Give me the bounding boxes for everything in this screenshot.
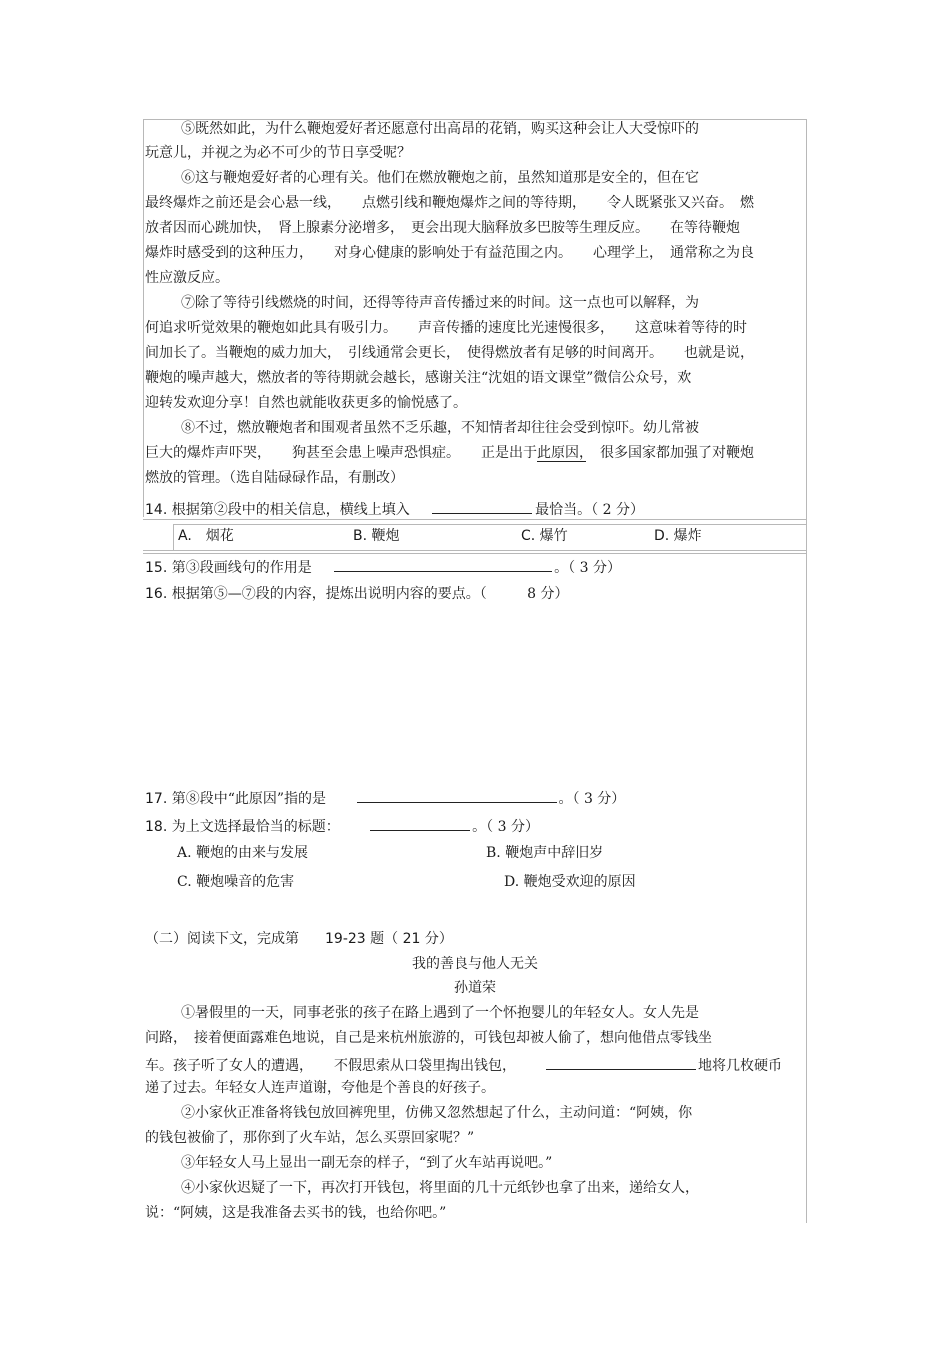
para-8-line-3: 燃放的管理。（选自陆碌碌作品，有删改） xyxy=(145,470,404,486)
section-2-intro-a: （二）阅读下文，完成第 xyxy=(145,931,299,947)
para-5-line-2: 玩意儿，并视之为必不可少的节日享受呢？ xyxy=(145,145,411,161)
q18-option-b[interactable]: B. 鞭炮声中辞旧岁 xyxy=(486,845,604,861)
question-number: 17. xyxy=(145,791,168,807)
question-tail: 最恰当。（ 2 分） xyxy=(535,502,644,518)
question-number: 18. xyxy=(145,819,168,835)
s2-para-4-line-1: ④小家伙迟疑了一下，再次打开钱包，将里面的几十元纸钞也拿了出来，递给女人， xyxy=(181,1180,699,1196)
para-7-line-5: 迎转发欢迎分享！自然也就能收获更多的愉悦感了。 xyxy=(145,395,467,411)
para-7-line-4: 鞭炮的噪声越大，燃放者的等待期就会越长，感谢关注“沈姐的语文课堂”微信公众号，欢 xyxy=(145,370,692,386)
answer-blank-14[interactable] xyxy=(432,497,532,514)
para-7-line-3: 间加长了。当鞭炮的威力加大， 引线通常会更长， 使得燃放者有足够的时间离开。 也就是说， xyxy=(145,345,754,361)
q14-option-a[interactable]: A. 烟花 xyxy=(178,528,234,544)
s2-para-1-line-2: 问路， 接着便面露难色地说，自己是来杭州旅游的，可钱包却被人偷了，想向他借点零钱坐 xyxy=(145,1030,712,1046)
section-2-intro-b: 19-23 题（ 21 分） xyxy=(325,931,453,947)
answer-blank-15[interactable] xyxy=(334,555,552,572)
s2-para-2-line-1: ②小家伙正准备将钱包放回裤兜里，仿佛又忽然想起了什么，主动问道：“阿姨，你 xyxy=(181,1105,693,1121)
para-8-text-a: 巨大的爆炸声吓哭， 狗甚至会患上噪声恐惧症。 正是出于 xyxy=(145,445,537,461)
question-tail: 8 分） xyxy=(527,586,569,602)
answer-blank-18[interactable] xyxy=(370,814,470,831)
question-tail: 。（ 3 分） xyxy=(472,819,539,835)
para-6-line-2: 最终爆炸之前还是会心悬一线， 点燃引线和鞭炮爆炸之间的等待期， 令人既紧张又兴奋。 燃 xyxy=(145,195,754,211)
question-number: 15. xyxy=(145,560,168,576)
question-text: 根据第⑤—⑦段的内容，提炼出说明内容的要点。（ xyxy=(171,586,487,602)
q18-option-d[interactable]: D. 鞭炮受欢迎的原因 xyxy=(504,874,636,890)
question-16 xyxy=(145,584,569,604)
para-6-line-3: 放者因而心跳加快， 肾上腺素分泌增多， 更会出现大脑释放多巴胺等生理反应。 在等待鞭炮 xyxy=(145,220,740,236)
para-7-line-2: 何追求听觉效果的鞭炮如此具有吸引力。 声音传播的速度比光速慢很多， 这意味着等待的时 xyxy=(145,320,747,336)
s2-para-1-line-4: 递了过去。年轻女人连声道谢，夸他是个善良的好孩子。 xyxy=(145,1080,495,1096)
s2-para-2-line-2: 的钱包被偷了，那你到了火车站，怎么买票回家呢？” xyxy=(145,1130,475,1146)
frame-options-left xyxy=(173,524,174,550)
frame-options-top xyxy=(173,524,807,525)
q14-option-d[interactable]: D. 爆炸 xyxy=(654,528,702,544)
article-author: 孙道荣 xyxy=(454,980,496,996)
question-text: 第③段画线句的作用是 xyxy=(171,560,312,576)
para-6-line-4: 爆炸时感受到的这种压力， 对身心健康的影响处于有益范围之内。 心理学上， 通常称之为良 xyxy=(145,245,754,261)
para-6-line-1: ⑥这与鞭炮爱好者的心理有关。他们在燃放鞭炮之前，虽然知道那是安全的，但在它 xyxy=(181,170,699,186)
para-7-line-1: ⑦除了等待引线燃烧的时间，还得等待声音传播过来的时间。这一点也可以解释，为 xyxy=(181,295,699,311)
s2-para-1-text-b: 地将几枚硬币 xyxy=(698,1058,782,1074)
para-8-text-b: 很多国家都加强了对鞭炮 xyxy=(586,445,754,461)
s2-para-3: ③年轻女人马上显出一副无奈的样子，“到了火车站再说吧。” xyxy=(181,1155,553,1171)
frame-left-top xyxy=(143,119,144,517)
s2-para-1-line-1: ①暑假里的一天，同事老张的孩子在路上遇到了一个怀抱婴儿的年轻女人。女人先是 xyxy=(181,1005,699,1021)
answer-blank-s2[interactable] xyxy=(546,1053,696,1070)
question-14 xyxy=(145,497,644,520)
answer-blank-17[interactable] xyxy=(357,786,557,803)
question-18 xyxy=(145,814,539,837)
s2-para-1-line-3 xyxy=(145,1053,782,1076)
frame-right xyxy=(806,119,807,1223)
s2-para-1-text-a: 车。孩子听了女人的遭遇， 不假思索从口袋里掏出钱包， xyxy=(145,1058,516,1074)
q18-option-c[interactable]: C. 鞭炮噪音的危害 xyxy=(177,874,295,890)
s2-para-4-line-2: 说：“阿姨，这是我准备去买书的钱，也给你吧。” xyxy=(145,1205,447,1221)
frame-q15-top xyxy=(143,553,807,554)
question-17 xyxy=(145,786,625,809)
para-6-line-5: 性应激反应。 xyxy=(145,270,229,286)
para-8-line-1: ⑧不过，燃放鞭炮者和围观者虽然不乏乐趣，不知情者却往往会受到惊吓。幼儿常被 xyxy=(181,420,699,436)
para-5-line-1: ⑤既然如此，为什么鞭炮爱好者还愿意付出高昂的花销，购买这种会让人大受惊吓的 xyxy=(181,121,699,137)
underlined-phrase: 此原因， xyxy=(537,445,586,461)
article-title: 我的善良与他人无关 xyxy=(412,956,538,972)
question-number: 16. xyxy=(145,586,168,602)
frame-options-bottom xyxy=(143,550,807,551)
q18-option-a[interactable]: A. 鞭炮的由来与发展 xyxy=(177,845,309,861)
q14-option-c[interactable]: C. 爆竹 xyxy=(521,528,568,544)
question-text: 第⑧段中“此原因”指的是 xyxy=(171,791,327,807)
question-15 xyxy=(145,555,621,578)
question-text: 为上文选择最恰当的标题： xyxy=(171,819,340,835)
question-tail: 。（ 3 分） xyxy=(558,791,626,807)
question-number: 14. xyxy=(145,502,168,518)
para-8-line-2 xyxy=(145,443,754,463)
section-2-intro xyxy=(145,929,453,949)
question-tail: 。（ 3 分） xyxy=(554,560,621,576)
question-text: 根据第②段中的相关信息，横线上填入 xyxy=(171,502,410,518)
q14-option-b[interactable]: B. 鞭炮 xyxy=(353,528,400,544)
